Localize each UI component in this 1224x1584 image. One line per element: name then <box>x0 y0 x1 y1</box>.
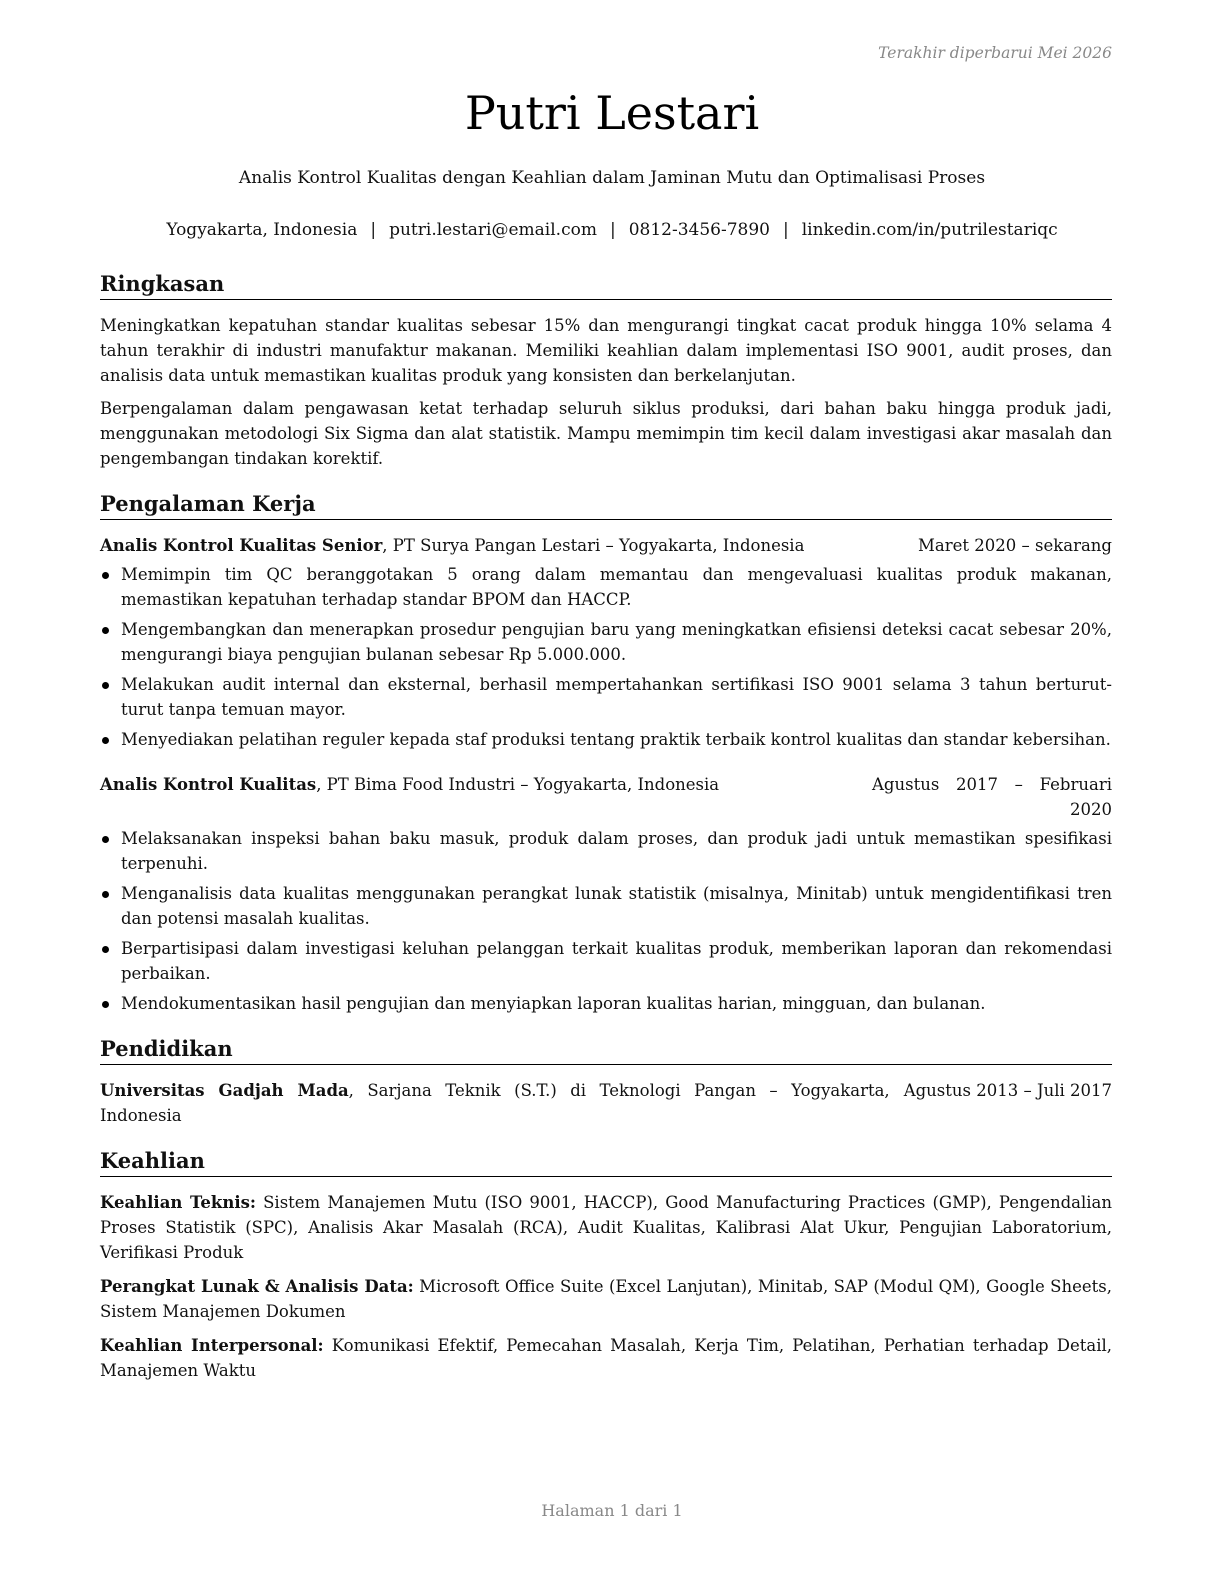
job-dates: Maret 2020 – sekarang <box>918 536 1112 555</box>
job-title-line <box>100 533 918 558</box>
skill-group <box>100 1274 1112 1324</box>
contact-separator: | <box>782 220 789 240</box>
last-updated-note: Terakhir diperbarui Mei 2026 <box>878 44 1112 62</box>
job-dates: Agustus 2017 – Februari 2020 <box>872 775 1112 819</box>
bullet-icon <box>102 1001 109 1008</box>
job-title-line <box>100 772 872 822</box>
education-detail-line <box>100 1078 890 1128</box>
bullet-text: Melaksanakan inspeksi bahan baku masuk, produk dalam proses, dan produk jadi untuk memastikan spesifikasi terpenuhi. <box>121 829 1112 873</box>
summary-paragraph: Meningkatkan kepatuhan standar kualitas sebesar 15% dan mengurangi tingkat cacat produk hingga 10% selama 4 tahun terakhir di industri manufaktur makanan. Memiliki keahlian dalam implementasi ISO 9001, audit proses, dan analisis data untuk memastikan kualitas produk yang konsisten dan berkelanjutan. <box>100 316 1112 385</box>
skills-section <box>100 1147 1112 1383</box>
bullet-text: Mengembangkan dan menerapkan prosedur pengujian baru yang meningkatkan efisiensi deteksi cacat sebesar 20%, mengurangi biaya pengujian bulanan sebesar Rp 5.000.000. <box>121 620 1112 664</box>
education-degree: , Sarjana Teknik (S.T.) di Teknologi Pangan – Yogyakarta, Indonesia <box>100 1081 890 1125</box>
section-heading-summary: Ringkasan <box>100 270 1112 300</box>
list-item <box>100 562 1112 612</box>
job-company: , PT Bima Food Industri – Yogyakarta, Indonesia <box>316 775 720 794</box>
list-item <box>100 826 1112 876</box>
list-item <box>100 727 1112 752</box>
job-title: Analis Kontrol Kualitas Senior <box>100 536 383 555</box>
job-company: , PT Surya Pangan Lestari – Yogyakarta, Indonesia <box>382 536 805 555</box>
summary-paragraph: Berpengalaman dalam pengawasan ketat terhadap seluruh siklus produksi, dari bahan baku hingga produk jadi, menggunakan metodologi Six Sigma dan alat statistik. Mampu memimpin tim kecil dalam investigasi akar masalah dan pengembangan tindakan korektif. <box>100 399 1112 468</box>
job-bullets <box>100 562 1112 752</box>
skill-group <box>100 1190 1112 1265</box>
resume-content <box>100 270 1112 1402</box>
contact-line <box>0 220 1224 240</box>
bullet-text: Berpartisipasi dalam investigasi keluhan pelanggan terkait kualitas produk, memberikan laporan dan rekomendasi perbaikan. <box>121 939 1112 983</box>
skill-group-text: Microsoft Office Suite (Excel Lanjutan), Minitab, SAP (Modul QM), Google Sheets, Sistem Manajemen Dokumen <box>100 1277 1112 1321</box>
job-title: Analis Kontrol Kualitas <box>100 775 317 794</box>
job-header <box>100 533 1112 558</box>
skill-group-text: Sistem Manajemen Mutu (ISO 9001, HACCP), Good Manufacturing Practices (GMP), Pengendalian Proses Statistik (SPC), Analisis Akar Masalah (RCA), Audit Kualitas, Kalibrasi Alat Ukur, Pengujian Laboratorium, Verifikasi Produk <box>100 1193 1113 1262</box>
candidate-name: Putri Lestari <box>464 86 760 140</box>
job-entry <box>100 772 1112 1016</box>
section-heading-experience: Pengalaman Kerja <box>100 490 1112 520</box>
education-school: Universitas Gadjah Mada <box>100 1081 349 1100</box>
education-entry <box>100 1078 1112 1128</box>
bullet-icon <box>102 836 109 843</box>
bullet-icon <box>102 946 109 953</box>
education-section <box>100 1035 1112 1128</box>
skill-group-label: Perangkat Lunak & Analisis Data: <box>100 1277 414 1296</box>
contact-phone: 0812-3456-7890 <box>628 220 770 240</box>
section-heading-skills: Keahlian <box>100 1147 1112 1177</box>
bullet-icon <box>102 627 109 634</box>
job-bullets <box>100 826 1112 1016</box>
bullet-icon <box>102 572 109 579</box>
list-item <box>100 991 1112 1016</box>
list-item <box>100 617 1112 667</box>
bullet-text: Menyediakan pelatihan reguler kepada staf produksi tentang praktik terbaik kontrol kualitas dan standar kebersihan. <box>121 730 1111 749</box>
skill-group <box>100 1333 1112 1383</box>
list-item <box>100 672 1112 722</box>
job-entry <box>100 533 1112 752</box>
skill-group-text: Komunikasi Efektif, Pemecahan Masalah, Kerja Tim, Pelatihan, Perhatian terhadap Detail, Manajemen Waktu <box>100 1336 1112 1380</box>
bullet-text: Menganalisis data kualitas menggunakan perangkat lunak statistik (misalnya, Minitab) untuk mengidentifikasi tren dan potensi masalah kualitas. <box>121 884 1112 928</box>
skill-group-label: Keahlian Interpersonal: <box>100 1336 324 1355</box>
bullet-text: Mendokumentasikan hasil pengujian dan menyiapkan laporan kualitas harian, mingguan, dan bulanan. <box>121 994 986 1013</box>
education-dates: Agustus 2013 – Juli 2017 <box>903 1081 1112 1100</box>
bullet-icon <box>102 737 109 744</box>
list-item <box>100 881 1112 931</box>
experience-section <box>100 490 1112 1016</box>
candidate-tagline: Analis Kontrol Kualitas dengan Keahlian dalam Jaminan Mutu dan Optimalisasi Proses <box>238 168 986 188</box>
bullet-icon <box>102 682 109 689</box>
contact-linkedin[interactable]: linkedin.com/in/putrilestariqc <box>801 220 1058 240</box>
bullet-text: Memimpin tim QC beranggotakan 5 orang dalam memantau dan mengevaluasi kualitas produk makanan, memastikan kepatuhan terhadap standar BPOM dan HACCP. <box>121 565 1112 609</box>
summary-section <box>100 270 1112 471</box>
contact-email[interactable]: putri.lestari@email.com <box>389 220 597 240</box>
bullet-icon <box>102 891 109 898</box>
job-header <box>100 772 1112 822</box>
contact-separator: | <box>609 220 616 240</box>
bullet-text: Melakukan audit internal dan eksternal, berhasil mempertahankan sertifikasi ISO 9001 selama 3 tahun berturut-turut tanpa temuan mayor. <box>121 675 1112 719</box>
page-number: Halaman 1 dari 1 <box>541 1501 683 1520</box>
contact-location: Yogyakarta, Indonesia <box>166 220 358 240</box>
list-item <box>100 936 1112 986</box>
section-heading-education: Pendidikan <box>100 1035 1112 1065</box>
contact-separator: | <box>370 220 377 240</box>
skill-group-label: Keahlian Teknis: <box>100 1193 256 1212</box>
